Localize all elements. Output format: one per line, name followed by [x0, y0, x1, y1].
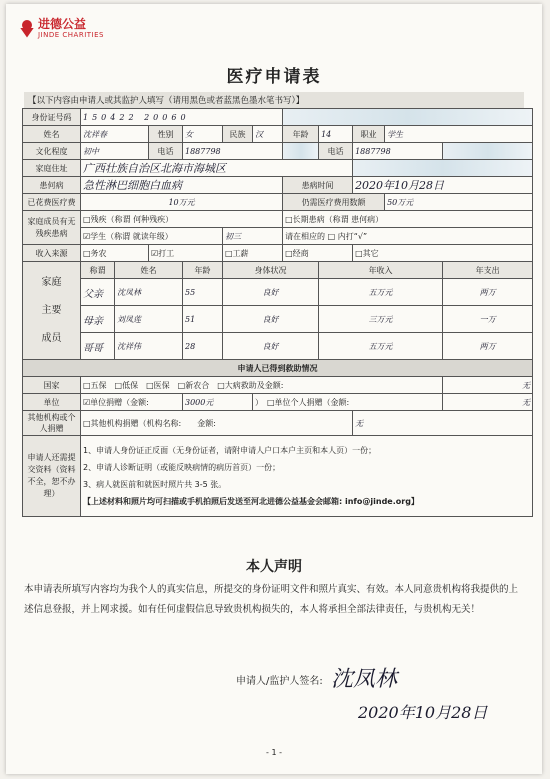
- member-health[interactable]: 良好: [223, 279, 319, 306]
- member-expense[interactable]: 两万: [443, 333, 533, 360]
- student-option[interactable]: ☑学生（称谓 就读年级）: [81, 228, 223, 245]
- sex-value[interactable]: 女: [183, 126, 223, 143]
- member-name[interactable]: 沈祥伟: [115, 333, 183, 360]
- member-age[interactable]: 55: [183, 279, 223, 306]
- id-number[interactable]: 150422 20060: [81, 109, 283, 126]
- declaration-title: 本人声明: [246, 559, 302, 575]
- family-label-3: 成员: [41, 332, 62, 344]
- member-name[interactable]: 沈凤林: [115, 279, 183, 306]
- student-grade[interactable]: 初三: [223, 228, 283, 245]
- declaration-text: 本申请表所填写内容均为我个人的真实信息，所提交的身份证明文件和照片真实、有效。本人同意贵机构将我提供的上述信息登报，并上网求援。如有任何虚假信息导致贵机构损失的，本人将承担全部法律责任，与贵机构无关！: [24, 584, 519, 615]
- other-aid-label: 其他机构或个人捐赠: [23, 411, 81, 436]
- family-member-row: [23, 279, 533, 306]
- page-title: 医疗申请表: [226, 67, 322, 87]
- income-salary[interactable]: □工薪: [223, 245, 283, 262]
- unit-personal-option[interactable]: ） □单位个人捐赠（金额:: [253, 394, 443, 411]
- disease-value[interactable]: 急性淋巴细胞白血病: [81, 177, 283, 194]
- address-redacted: [353, 160, 533, 177]
- jinde-logo-icon: [20, 20, 34, 38]
- member-name[interactable]: 刘凤莲: [115, 306, 183, 333]
- member-age[interactable]: 28: [183, 333, 223, 360]
- phone-value[interactable]: 1887798: [183, 143, 283, 160]
- family-header-health: 身体状况: [223, 262, 319, 279]
- family-header-expense: 年支出: [443, 262, 533, 279]
- spent-label: 已花费医疗费: [23, 194, 81, 211]
- unit-donation-amount[interactable]: 3000元: [183, 394, 253, 411]
- family-label-1: 家庭: [41, 276, 62, 288]
- other-aid-value[interactable]: 无: [353, 411, 533, 436]
- aid-section-title: 申请人已得到救助情况: [23, 360, 533, 377]
- need-value[interactable]: 50万元: [385, 194, 533, 211]
- check-hint: 请在相应的 □ 内打“√”: [283, 228, 533, 245]
- illness-time-label: 患病时间: [283, 177, 353, 194]
- material-item: 3、病人就医前和就医时照片共 3-5 张。: [83, 480, 227, 489]
- material-item: 1、申请人身份证正反面（无身份证者，请附申请人户口本户主页和本人页）一份；: [83, 446, 377, 455]
- family-header-age: 年龄: [183, 262, 223, 279]
- jinde-logo: [20, 18, 104, 39]
- id-label: 身份证号码: [23, 109, 81, 126]
- member-health[interactable]: 良好: [223, 306, 319, 333]
- application-form-sheet: [6, 4, 542, 774]
- job-label: 职业: [353, 126, 385, 143]
- signature-label: 申请人/监护人签名:: [236, 676, 323, 687]
- disability-option[interactable]: □残疾（称谓 何种残疾）: [81, 211, 283, 228]
- country-aid-options[interactable]: □五保 □低保 □医保 □新农合 □大病救助及金额:: [81, 377, 443, 394]
- signature-value[interactable]: 沈凤林: [331, 667, 398, 692]
- signature-date[interactable]: 2020年10月28日: [358, 703, 488, 722]
- job-value[interactable]: 学生: [385, 126, 533, 143]
- id-redacted: [283, 109, 533, 126]
- unit-personal-value[interactable]: 无: [443, 394, 533, 411]
- country-aid-value[interactable]: 无: [443, 377, 533, 394]
- name-value[interactable]: 沈祥春: [81, 126, 149, 143]
- long-illness-option[interactable]: □长期患病（称谓 患何病）: [283, 211, 533, 228]
- edu-label: 文化程度: [23, 143, 81, 160]
- material-item: 2、申请人诊断证明（或能反映病情的病历首页）一份；: [83, 463, 281, 472]
- address-label: 家庭住址: [23, 160, 81, 177]
- income-farming[interactable]: □务农: [81, 245, 149, 262]
- logo-cn: 进德公益: [38, 17, 87, 31]
- ethnic-value[interactable]: 汉: [253, 126, 283, 143]
- edu-value[interactable]: 初中: [81, 143, 149, 160]
- income-work[interactable]: ☑打工: [149, 245, 223, 262]
- phone-value-2[interactable]: 1887798: [353, 143, 443, 160]
- phone-redacted-2: [443, 143, 533, 160]
- member-health[interactable]: 良好: [223, 333, 319, 360]
- family-member-row: [23, 333, 533, 360]
- spent-value[interactable]: 10万元: [81, 194, 283, 211]
- page-number: - 1 -: [266, 748, 282, 757]
- income-business[interactable]: □经商: [283, 245, 353, 262]
- phone-label: 电话: [149, 143, 183, 160]
- family-members-label: [23, 262, 81, 360]
- phone-label-2: 电话: [319, 143, 353, 160]
- materials-list: [81, 436, 533, 517]
- illness-time-value[interactable]: 2020年10月28日: [353, 177, 533, 194]
- income-other[interactable]: □其它: [353, 245, 533, 262]
- address-value[interactable]: 广西壮族自治区北海市海城区: [81, 160, 353, 177]
- member-income[interactable]: 三万元: [319, 306, 443, 333]
- member-age[interactable]: 51: [183, 306, 223, 333]
- ethnic-label: 民族: [223, 126, 253, 143]
- materials-label: 申请人还需提交资料（资料不全，恕不办理）: [23, 436, 81, 517]
- country-aid-label: 国家: [23, 377, 81, 394]
- need-label: 仍需医疗费用数额: [283, 194, 385, 211]
- sex-label: 性别: [149, 126, 183, 143]
- phone-redacted: [283, 143, 319, 160]
- member-expense[interactable]: 两万: [443, 279, 533, 306]
- application-table: [22, 108, 533, 517]
- disease-label: 患何病: [23, 177, 81, 194]
- family-header-relation: 称谓: [81, 262, 115, 279]
- member-expense[interactable]: 一万: [443, 306, 533, 333]
- member-income[interactable]: 五万元: [319, 333, 443, 360]
- family-label-2: 主要: [41, 304, 62, 316]
- income-source-label: 收入来源: [23, 245, 81, 262]
- family-header-income: 年收入: [319, 262, 443, 279]
- age-value[interactable]: 14: [319, 126, 353, 143]
- family-header-name: 姓名: [115, 262, 183, 279]
- fill-instruction: 【以下内容由申请人或其监护人填写（请用黑色或者蓝黑色墨水笔书写）】: [24, 92, 524, 108]
- member-relation[interactable]: 父亲: [81, 279, 115, 306]
- family-member-row: [23, 306, 533, 333]
- member-income[interactable]: 五万元: [319, 279, 443, 306]
- age-label: 年龄: [283, 126, 319, 143]
- other-aid-options[interactable]: □其他机构捐赠（机构名称: 金额:: [81, 411, 353, 436]
- material-email-note[interactable]: 【上述材料和照片均可扫描或手机拍照后发送至河北进德公益基金会邮箱: info@jinde.org】: [83, 497, 419, 506]
- logo-en: JINDE CHARITIES: [38, 31, 104, 39]
- name-label: 姓名: [23, 126, 81, 143]
- member-relation[interactable]: 母亲: [81, 306, 115, 333]
- family-illness-label: 家庭成员有无残疾患病: [23, 211, 81, 245]
- unit-donation-option[interactable]: ☑单位捐赠（金额:: [81, 394, 183, 411]
- member-relation[interactable]: 哥哥: [81, 333, 115, 360]
- unit-aid-label: 单位: [23, 394, 81, 411]
